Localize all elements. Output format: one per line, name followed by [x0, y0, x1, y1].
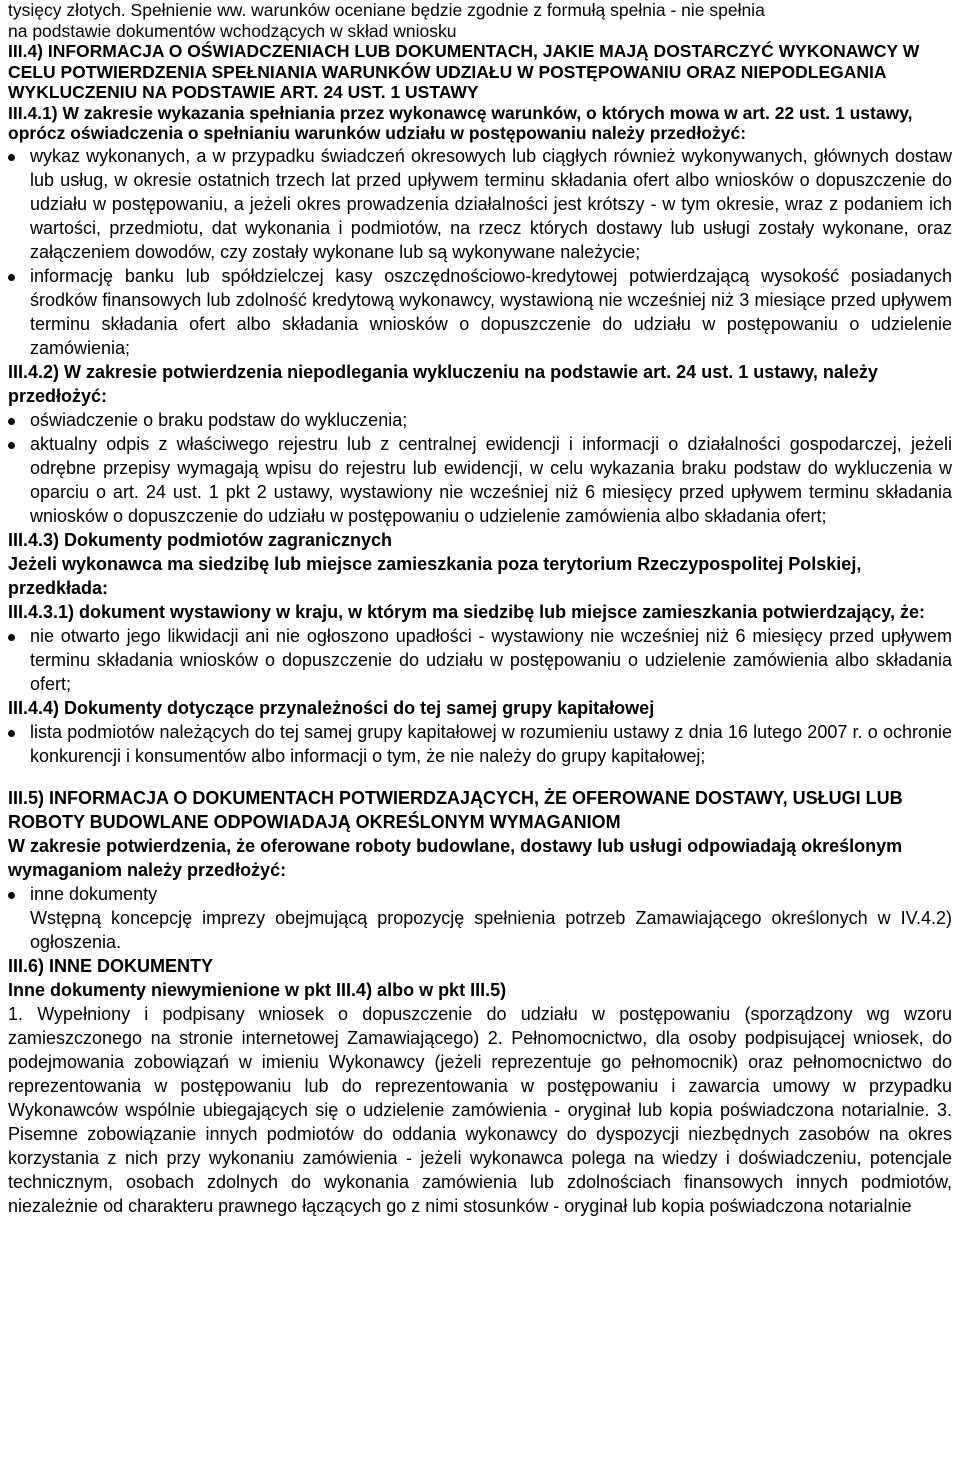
section-iii6-heading: III.6) INNE DOKUMENTY: [8, 955, 214, 976]
bullet-icon: [8, 442, 15, 449]
bullet-icon: [8, 730, 15, 737]
section-iii5-list: [8, 882, 952, 906]
bullet-icon: [8, 154, 15, 161]
section-iii5-item-description: Wstępną koncepcję imprezy obejmującą propozycję spełnienia potrzeb Zamawiającego określonych w IV.4.2) ogłoszenia.: [30, 907, 952, 952]
bullet-icon: [8, 634, 15, 641]
list-item: aktualny odpis z właściwego rejestru lub z centralnej ewidencji i informacji o działalności gospodarczej, jeżeli odrębne przepisy wymagają wpisu do rejestru lub ewidencji, w celu wykazania braku podstaw do wykluczenia w oparciu o art. 24 ust. 1 pkt 2 ustawy, wystawiony nie wcześniej niż 6 miesięcy przed upływem terminu składania wniosków o dopuszczenie do udziału w postępowaniu o udzielenie zamówienia albo składania ofert;: [8, 432, 952, 528]
section-iii42-heading: III.4.2) W zakresie potwierdzenia niepodlegania wykluczeniu na podstawie art. 24 ust. 1 ustawy, należy przedłożyć:: [8, 361, 878, 406]
list-item: informację banku lub spółdzielczej kasy oszczędnościowo-kredytowej potwierdzającą wysokość posiadanych środków finansowych lub zdolność kredytową wykonawcy, wystawioną nie wcześniej niż 3 miesiące przed upływem terminu składania ofert albo składania wniosków o dopuszczenie do udziału w postępowaniu o udzielenie zamówienia;: [8, 264, 952, 360]
section-iii4-heading: III.4) INFORMACJA O OŚWIADCZENIACH LUB DOKUMENTACH, JAKIE MAJĄ DOSTARCZYĆ WYKONAWCY W CELU POTWIERDZENIA SPEŁNIANIA WARUNKÓW UDZIAŁU W POSTĘPOWANIU ORAZ NIEPODLEGANIA WYKLUCZENIU NA PODSTAWIE ART. 24 UST. 1 USTAWY: [8, 41, 920, 102]
section-iii431-heading: III.4.3.1) dokument wystawiony w kraju, w którym ma siedzibę lub miejsce zamieszkania potwierdzający, że:: [8, 601, 925, 622]
section-iii44-heading: III.4.4) Dokumenty dotyczące przynależności do tej samej grupy kapitałowej: [8, 697, 655, 718]
intro-text-line-2: na podstawie dokumentów wchodzących w skład wniosku: [8, 20, 457, 41]
bullet-icon: [8, 892, 15, 899]
intro-text-line-1: tysięcy złotych. Spełnienie ww. warunków oceniane będzie zgodnie z formułą spełnia - nie spełnia: [8, 0, 765, 20]
list-item: nie otwarto jego likwidacji ani nie ogłoszono upadłości - wystawiony nie wcześniej niż 6 miesięcy przed upływem terminu składania wniosków o dopuszczenie do udziału w postępowaniu o udzielenie zamówienia albo składania ofert;: [8, 624, 952, 696]
section-iii42-list: [8, 408, 952, 528]
section-spacer: [8, 768, 952, 786]
list-item: oświadczenie o braku podstaw do wykluczenia;: [8, 408, 952, 432]
section-iii43-heading: III.4.3) Dokumenty podmiotów zagranicznych: [8, 529, 393, 550]
section-iii5-subheading: W zakresie potwierdzenia, że oferowane roboty budowlane, dostawy lub usługi odpowiadają określonym wymaganiom należy przedłożyć:: [8, 835, 903, 880]
section-iii41-list: [8, 144, 952, 360]
section-iii41-heading: III.4.1) W zakresie wykazania spełniania przez wykonawcę warunków, o których mowa w art. 22 ust. 1 ustawy, oprócz oświadczenia o spełnianiu warunków udziału w postępowaniu należy przedłożyć:: [8, 102, 913, 143]
section-iii5-heading: III.5) INFORMACJA O DOKUMENTACH POTWIERDZAJĄCYCH, ŻE OFEROWANE DOSTAWY, USŁUGI LUB ROBOTY BUDOWLANE ODPOWIADAJĄ OKREŚLONYM WYMAGANIOM: [8, 787, 903, 832]
section-iii431-list: [8, 624, 952, 696]
section-iii44-list: [8, 720, 952, 768]
list-item: lista podmiotów należących do tej samej grupy kapitałowej w rozumieniu ustawy z dnia 16 lutego 2007 r. o ochronie konkurencji i konsumentów albo informacji o tym, że nie należy do grupy kapitałowej;: [8, 720, 952, 768]
bullet-icon: [8, 274, 15, 281]
section-iii43-subheading: Jeżeli wykonawca ma siedzibę lub miejsce zamieszkania poza terytorium Rzeczypospolitej Polskiej, przedkłada:: [8, 553, 862, 598]
section-iii6-subheading: Inne dokumenty niewymienione w pkt III.4) albo w pkt III.5): [8, 979, 507, 1000]
bullet-icon: [8, 418, 15, 425]
section-iii6-body: 1. Wypełniony i podpisany wniosek o dopuszczenie do udziału w postępowaniu (sporządzony wg wzoru zamieszczonego na stronie internetowej Zamawiającego) 2. Pełnomocnictwo, dla osoby podpisującej wniosek, do podejmowania zobowiązań w imieniu Wykonawcy (jeżeli reprezentuje go pełnomocnik) oraz pełnomocnictwo do reprezentowania w postępowaniu lub do reprezentowania w postępowaniu i zawarcia umowy w przypadku Wykonawców wspólnie ubiegających się o udzielenie zamówienia - oryginał lub kopia poświadczona notarialnie. 3. Pisemne zobowiązanie innych podmiotów do oddania wykonawcy do dyspozycji niezbędnych zasobów na okres korzystania z nich przy wykonaniu zamówienia - jeżeli wykonawca polega na wiedzy i doświadczeniu, potencjale technicznym, osobach zdolnych do wykonania zamówienia lub zdolnościach finansowych innych podmiotów, niezależnie od charakteru prawnego łączących go z nimi stosunków - oryginał lub kopia poświadczona notarialnie: [8, 1003, 952, 1216]
list-item: wykaz wykonanych, a w przypadku świadczeń okresowych lub ciągłych również wykonywanych, głównych dostaw lub usług, w okresie ostatnich trzech lat przed upływem terminu składania ofert albo wniosków o dopuszczenie do udziału w postępowaniu, a jeżeli okres prowadzenia działalności jest krótszy - w tym okresie, wraz z podaniem ich wartości, przedmiotu, dat wykonania i podmiotów, na rzecz których dostawy lub usługi zostały wykonane, oraz załączeniem dowodów, czy zostały wykonane lub są wykonywane należycie;: [8, 144, 952, 264]
list-item: inne dokumenty: [8, 882, 952, 906]
